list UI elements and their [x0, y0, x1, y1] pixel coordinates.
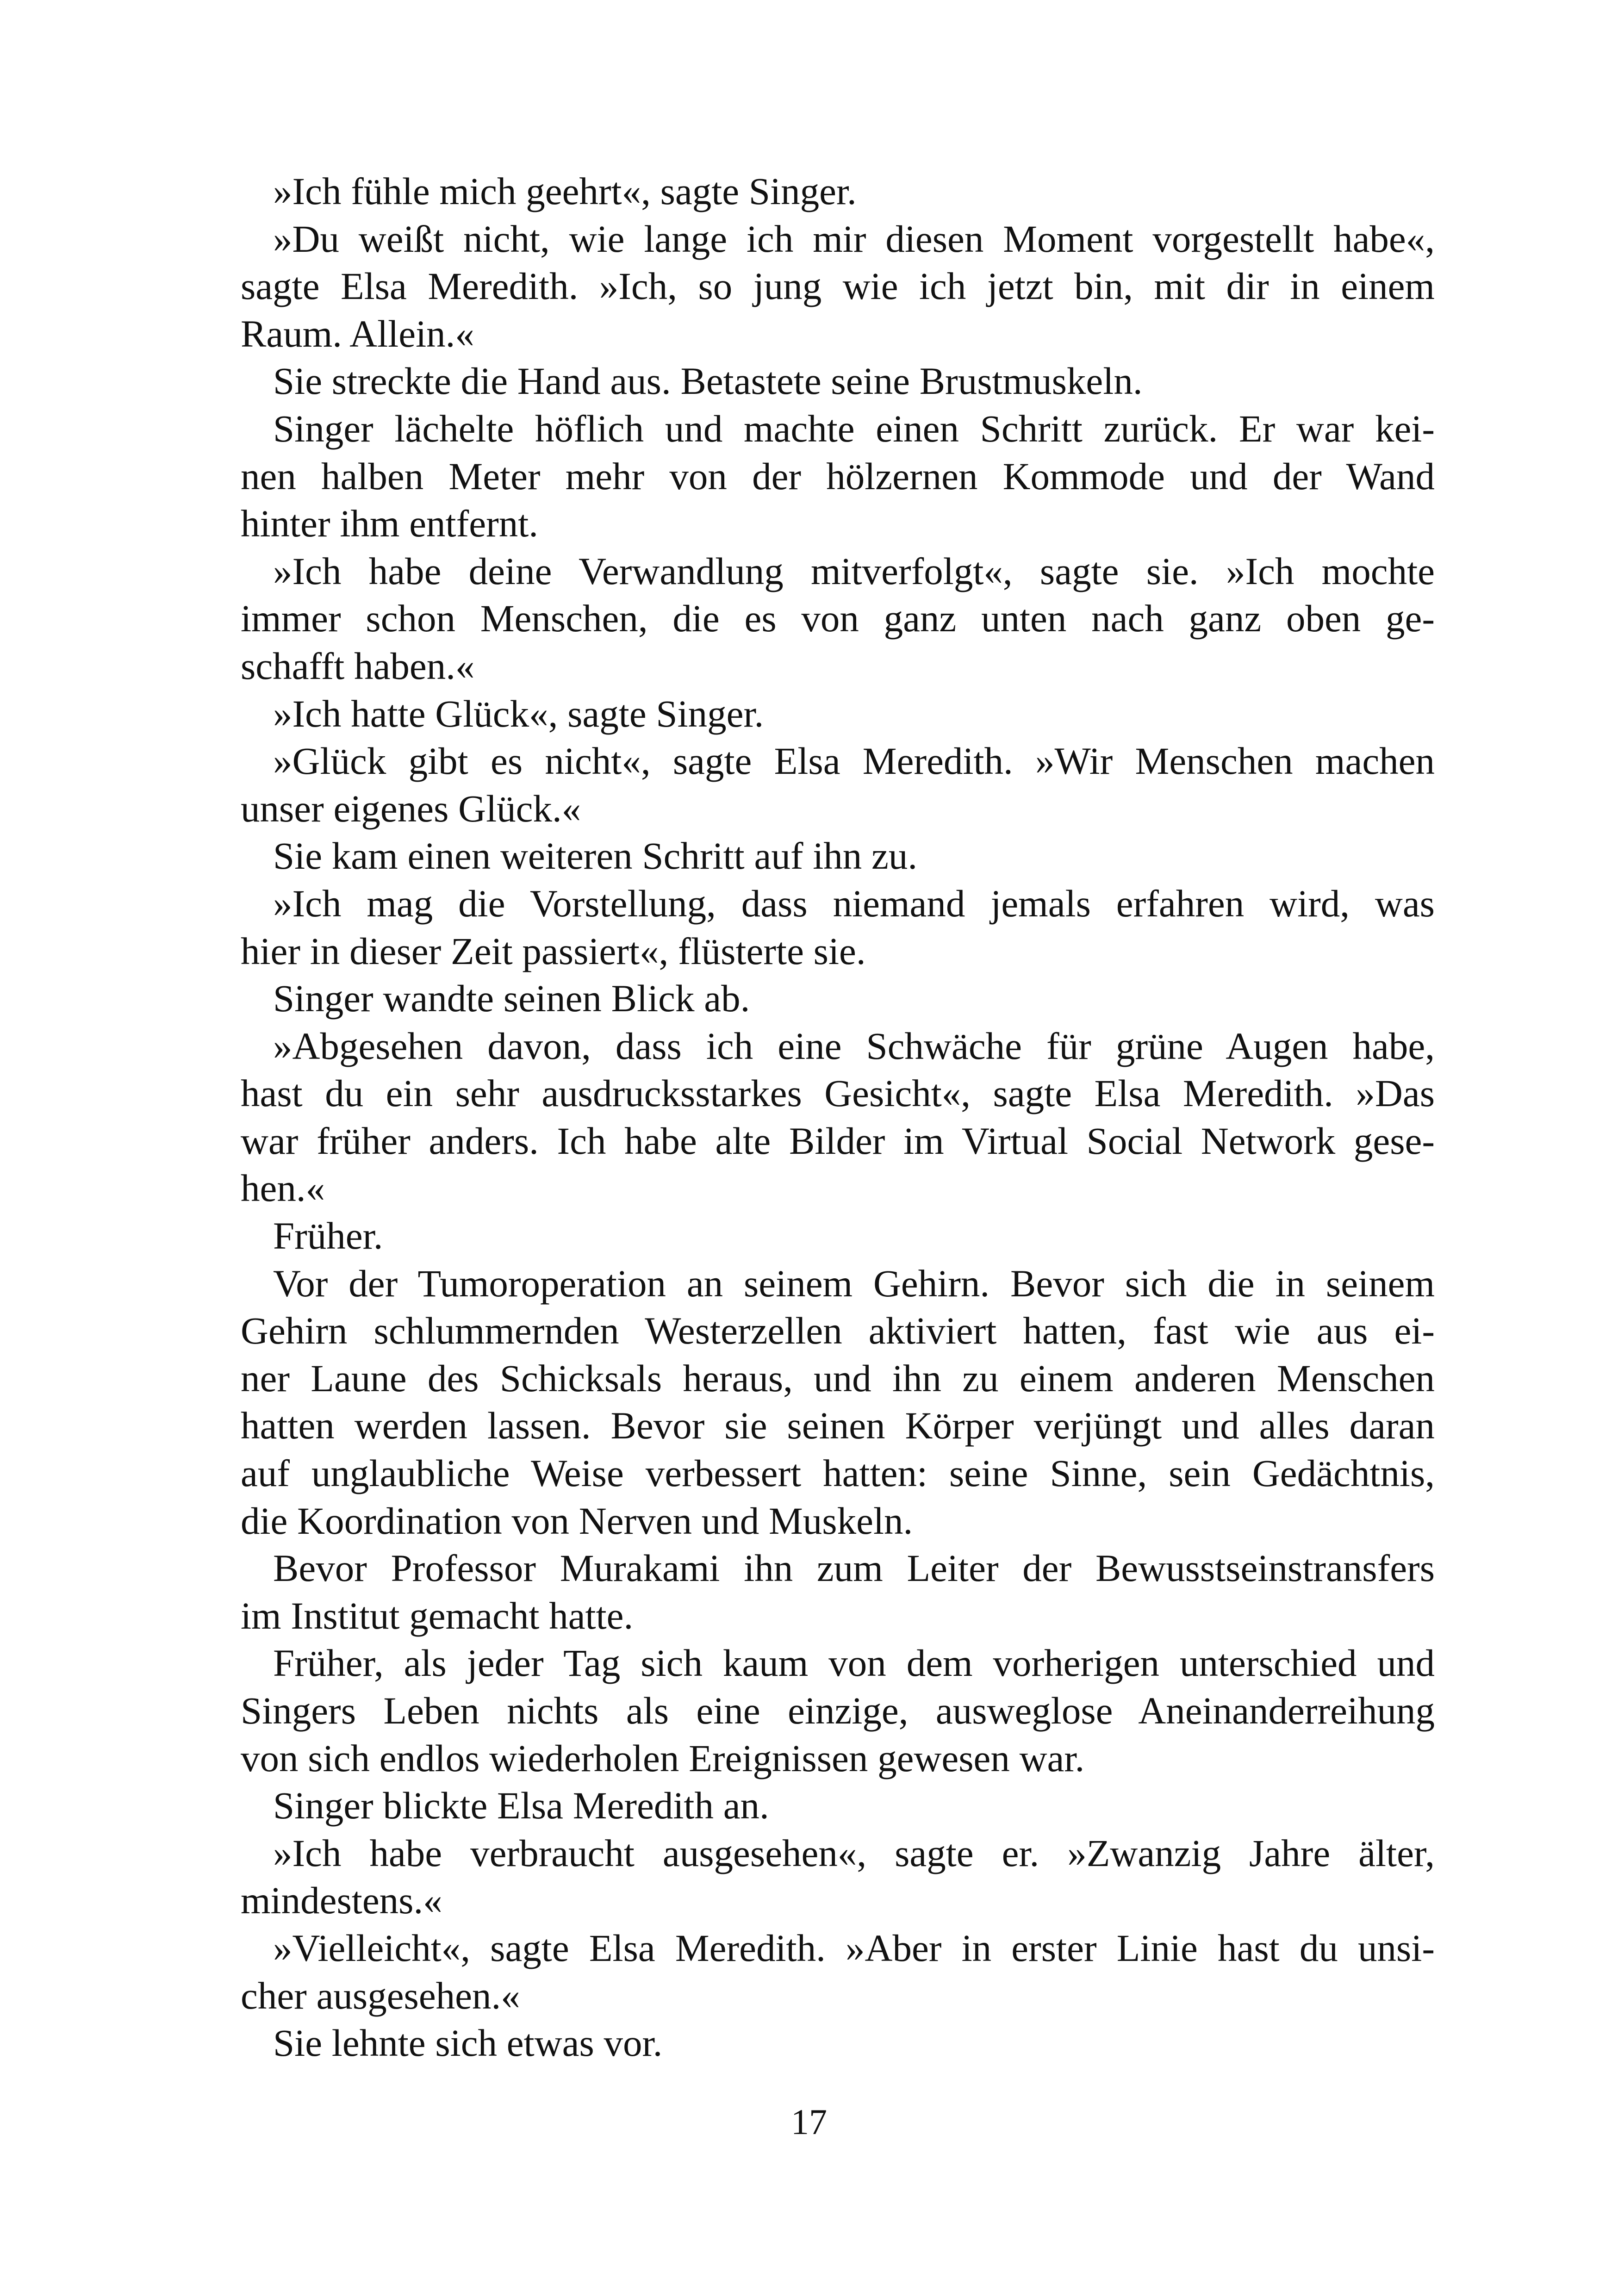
text-line: Singer lächelte höflich und machte einen Schritt zurück. Er war kei- [273, 407, 1435, 450]
paragraph [241, 1782, 1435, 1829]
text-line: schafft haben.« [241, 644, 475, 687]
text-line: mindestens.« [241, 1879, 442, 1922]
paragraph [241, 1260, 1435, 1545]
paragraph [241, 1639, 1435, 1782]
paragraph [241, 1212, 1435, 1260]
paragraph [241, 832, 1435, 880]
text-line: Vor der Tumoroperation an seinem Gehirn. Bevor sich die in seinem [273, 1262, 1435, 1305]
paragraph [241, 737, 1435, 832]
text-line: Sie streckte die Hand aus. Betastete seine Brustmuskeln. [273, 360, 1143, 403]
text-line: war früher anders. Ich habe alte Bilder im Virtual Social Network gese- [241, 1119, 1435, 1162]
paragraph [241, 357, 1435, 405]
text-line: unser eigenes Glück.« [241, 787, 581, 830]
text-line: nen halben Meter mehr von der hölzernen Kommode und der Wand [241, 454, 1435, 498]
text-line: Bevor Professor Murakami ihn zum Leiter der Bewusstseinstransfers [273, 1547, 1435, 1590]
text-line: »Ich habe verbraucht ausgesehen«, sagte er. »Zwanzig Jahre älter, [273, 1831, 1435, 1874]
text-line: hen.« [241, 1167, 325, 1210]
paragraph [241, 880, 1435, 975]
paragraph [241, 2019, 1435, 2067]
text-line: Singers Leben nichts als eine einzige, ausweglose Aneinanderreihung [241, 1689, 1435, 1732]
text-line: »Abgesehen davon, dass ich eine Schwäche für grüne Augen habe, [273, 1024, 1435, 1067]
paragraph [241, 215, 1435, 358]
text-line: Früher. [273, 1214, 383, 1257]
paragraph [241, 1829, 1435, 1924]
page-number: 17 [791, 2102, 827, 2142]
paragraph [241, 548, 1435, 690]
text-line: hatten werden lassen. Bevor sie seinen Körper verjüngt und alles daran [241, 1404, 1435, 1447]
paragraph [241, 1924, 1435, 2019]
text-line: immer schon Menschen, die es von ganz unten nach ganz oben ge- [241, 597, 1435, 640]
text-line: Gehirn schlummernden Westerzellen aktiviert hatten, fast wie aus ei- [241, 1309, 1435, 1352]
text-line: »Ich mag die Vorstellung, dass niemand jemals erfahren wird, was [273, 882, 1435, 925]
text-line: »Glück gibt es nicht«, sagte Elsa Meredith. »Wir Menschen machen [273, 740, 1435, 783]
text-line: hinter ihm entfernt. [241, 502, 539, 545]
text-line: die Koordination von Nerven und Muskeln. [241, 1499, 913, 1542]
text-line: im Institut gemacht hatte. [241, 1594, 634, 1637]
text-line: cher ausgesehen.« [241, 1974, 520, 2017]
paragraph [241, 1544, 1435, 1639]
paragraph [241, 1022, 1435, 1212]
text-line: »Du weißt nicht, wie lange ich mir diesen Moment vorgestellt habe«, [273, 217, 1435, 260]
text-line: hier in dieser Zeit passiert«, flüsterte sie. [241, 929, 866, 972]
text-line: hast du ein sehr ausdrucksstarkes Gesicht«, sagte Elsa Meredith. »Das [241, 1072, 1435, 1115]
paragraph [241, 168, 1435, 215]
body-text [241, 168, 1435, 2067]
text-line: Singer blickte Elsa Meredith an. [273, 1784, 769, 1827]
text-line: Singer wandte seinen Blick ab. [273, 977, 750, 1020]
paragraph [241, 405, 1435, 548]
text-line: Früher, als jeder Tag sich kaum von dem vorherigen unterschied und [273, 1642, 1435, 1685]
paragraph [241, 975, 1435, 1022]
text-line: »Ich hatte Glück«, sagte Singer. [273, 692, 764, 735]
text-line: »Vielleicht«, sagte Elsa Meredith. »Aber in erster Linie hast du unsi- [273, 1926, 1435, 1969]
text-line: sagte Elsa Meredith. »Ich, so jung wie ich jetzt bin, mit dir in einem [241, 265, 1435, 308]
text-line: Sie lehnte sich etwas vor. [273, 2022, 663, 2065]
text-line: »Ich habe deine Verwandlung mitverfolgt«, sagte sie. »Ich mochte [273, 549, 1435, 592]
text-line: Raum. Allein.« [241, 312, 474, 355]
text-line: »Ich fühle mich geehrt«, sagte Singer. [273, 170, 857, 212]
text-line: auf unglaubliche Weise verbessert hatten: seine Sinne, sein Gedächtnis, [241, 1452, 1435, 1495]
text-line: von sich endlos wiederholen Ereignissen gewesen war. [241, 1736, 1085, 1780]
text-line: Sie kam einen weiteren Schritt auf ihn zu. [273, 834, 918, 877]
text-line: ner Laune des Schicksals heraus, und ihn zu einem anderen Menschen [241, 1356, 1435, 1400]
paragraph [241, 690, 1435, 738]
